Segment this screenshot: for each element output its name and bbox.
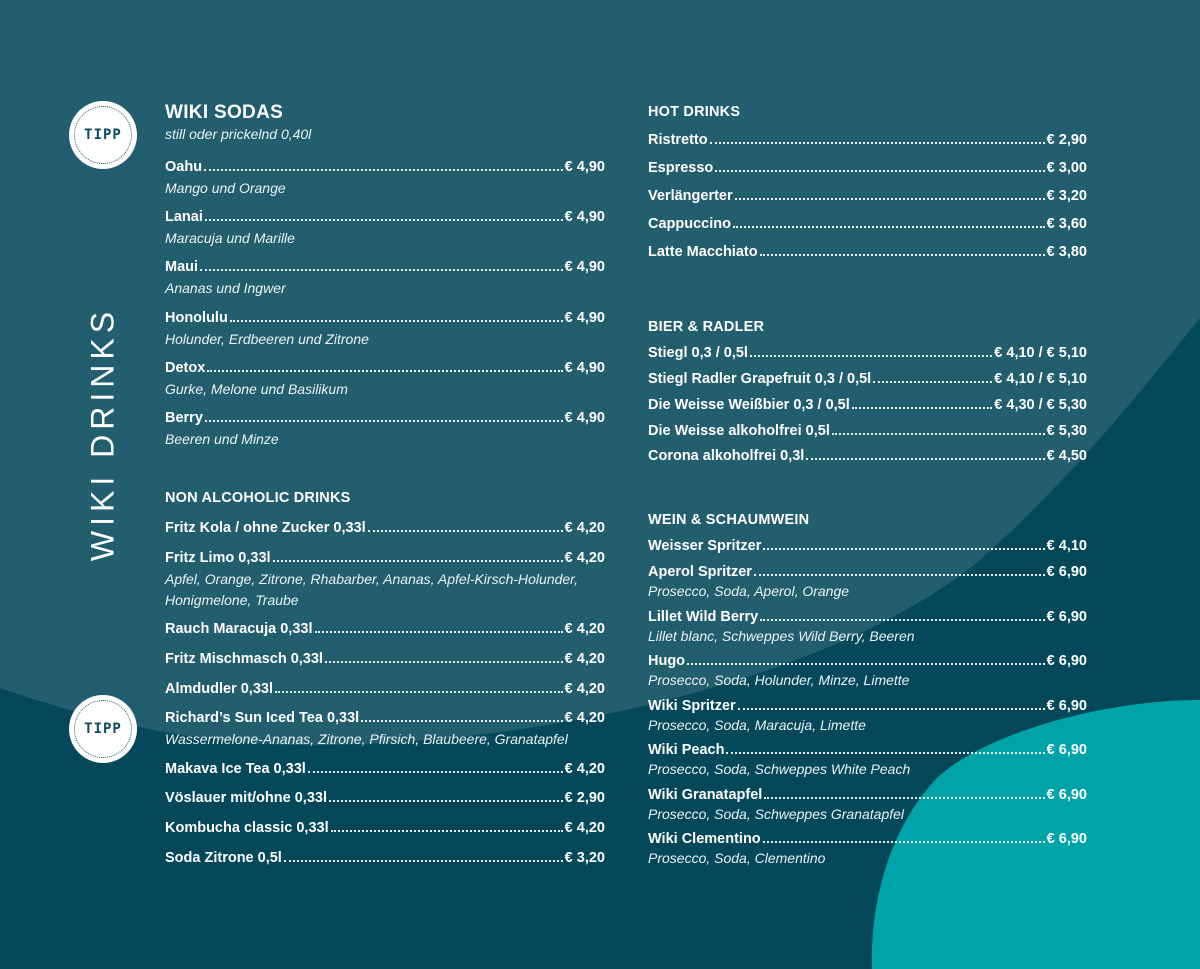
item-name: Fritz Mischmasch 0,33l <box>165 651 323 667</box>
item-price: € 6,90 <box>1046 787 1087 803</box>
menu-item <box>165 849 605 867</box>
item-name: Richard’s Sun Iced Tea 0,33l <box>165 710 360 726</box>
item-name: Berry <box>165 410 203 426</box>
item-name: Hugo <box>648 653 686 669</box>
tipp-badge-iced-tea <box>69 695 137 763</box>
item-price: € 3,20 <box>1046 188 1087 204</box>
menu-item <box>165 409 605 450</box>
item-name: Fritz Kola / ohne Zucker 0,33l <box>165 520 366 536</box>
item-description: Lillet blanc, Schweppes Wild Berry, Beeren <box>648 628 915 644</box>
item-price: € 4,20 <box>564 820 605 836</box>
item-price: € 6,90 <box>1046 653 1087 669</box>
leader-dots <box>735 198 1045 200</box>
item-price: € 4,10 / € 5,10 <box>994 345 1087 361</box>
leader-dots <box>331 830 563 832</box>
item-name: Vöslauer mit/ohne 0,33l <box>165 790 327 806</box>
menu-item <box>648 447 1087 465</box>
section-wiki-sodas <box>165 102 605 142</box>
item-description: Apfel, Orange, Zitrone, Rhabarber, Ananas, Apfel-Kirsch-Holunder, <box>165 571 578 587</box>
item-name: Wiki Clementino <box>648 831 761 847</box>
item-name: Wiki Peach <box>648 742 725 758</box>
item-price: € 4,90 <box>564 209 605 225</box>
item-name: Honolulu <box>165 310 228 326</box>
tipp-label: TIPP <box>84 721 122 737</box>
leader-dots <box>832 433 1045 435</box>
leader-dots <box>710 142 1045 144</box>
leader-dots <box>852 407 993 409</box>
leader-dots <box>763 841 1045 843</box>
item-price: € 6,90 <box>1046 742 1087 758</box>
menu-item <box>165 258 605 299</box>
item-description: Prosecco, Soda, Aperol, Orange <box>648 583 850 599</box>
item-name: Oahu <box>165 159 203 175</box>
item-description-line-2: Honigmelone, Traube <box>165 592 299 608</box>
menu-item <box>648 608 1087 647</box>
leader-dots <box>806 458 1044 460</box>
item-name: Maui <box>165 259 199 275</box>
item-price: € 2,90 <box>564 790 605 806</box>
menu-item <box>165 208 605 249</box>
leader-dots <box>687 663 1045 665</box>
menu-item <box>165 819 605 837</box>
item-name: Weisser Spritzer <box>648 538 762 554</box>
menu-item <box>648 422 1087 440</box>
menu-item <box>648 187 1087 205</box>
leader-dots <box>760 619 1044 621</box>
leader-dots <box>308 771 563 773</box>
menu-item <box>165 519 605 537</box>
item-name: Cappuccino <box>648 216 731 232</box>
menu-item <box>648 243 1087 261</box>
item-description: Prosecco, Soda, Schweppes Granatapfel <box>648 806 905 822</box>
item-price: € 4,10 / € 5,10 <box>994 371 1087 387</box>
item-name: Corona alkoholfrei 0,3l <box>648 448 805 464</box>
leader-dots <box>205 219 563 221</box>
menu-item <box>648 370 1087 388</box>
item-price: € 4,20 <box>564 651 605 667</box>
menu-item <box>648 215 1087 233</box>
leader-dots <box>361 720 562 722</box>
section-title-hot-drinks: HOT DRINKS <box>648 104 741 120</box>
item-price: € 4,10 <box>1046 538 1087 554</box>
item-price: € 3,80 <box>1046 244 1087 260</box>
menu-item <box>648 786 1087 825</box>
item-name: Ristretto <box>648 132 708 148</box>
item-name: Almdudler 0,33l <box>165 681 273 697</box>
leader-dots <box>738 708 1045 710</box>
item-price: € 4,20 <box>564 621 605 637</box>
item-name: Stiegl Radler Grapefruit 0,3 / 0,5l <box>648 371 872 387</box>
leader-dots <box>750 355 992 357</box>
item-price: € 4,90 <box>564 259 605 275</box>
leader-dots <box>284 860 563 862</box>
item-name: Espresso <box>648 160 714 176</box>
item-price: € 4,90 <box>564 159 605 175</box>
menu-item <box>165 549 605 611</box>
menu-item <box>165 760 605 778</box>
item-description: Prosecco, Soda, Schweppes White Peach <box>648 761 911 777</box>
leader-dots <box>230 320 563 322</box>
item-price: € 6,90 <box>1046 609 1087 625</box>
item-description: Prosecco, Soda, Maracuja, Limette <box>648 717 866 733</box>
item-name: Makava Ice Tea 0,33l <box>165 761 306 777</box>
item-name: Soda Zitrone 0,5l <box>165 850 282 866</box>
item-price: € 4,20 <box>564 520 605 536</box>
item-description: Beeren und Minze <box>165 431 279 447</box>
item-name: Rauch Maracuja 0,33l <box>165 621 313 637</box>
item-name: Die Weisse alkoholfrei 0,5l <box>648 423 830 439</box>
item-description: Holunder, Erdbeeren und Zitrone <box>165 331 369 347</box>
menu-item <box>165 789 605 807</box>
item-name: Lillet Wild Berry <box>648 609 759 625</box>
item-price: € 4,20 <box>564 681 605 697</box>
leader-dots <box>205 420 563 422</box>
section-title-wein: WEIN & SCHAUMWEIN <box>648 512 810 528</box>
tipp-label: TIPP <box>84 127 122 143</box>
tipp-badge-sodas <box>69 101 137 169</box>
menu-item <box>165 309 605 350</box>
leader-dots <box>763 548 1044 550</box>
item-name: Lanai <box>165 209 203 225</box>
leader-dots <box>315 631 563 633</box>
leader-dots <box>368 530 563 532</box>
menu-item <box>648 344 1087 362</box>
leader-dots <box>726 752 1044 754</box>
item-name: Aperol Spritzer <box>648 564 752 580</box>
item-price: € 4,90 <box>564 410 605 426</box>
item-description: Maracuja und Marille <box>165 230 295 246</box>
item-price: € 4,90 <box>564 310 605 326</box>
menu-item <box>165 709 605 750</box>
menu-item <box>648 396 1087 414</box>
item-price: € 4,50 <box>1046 448 1087 464</box>
leader-dots <box>754 574 1045 576</box>
menu-item <box>648 537 1087 555</box>
item-description: Ananas und Ingwer <box>165 280 286 296</box>
menu-item <box>648 741 1087 780</box>
menu-item <box>648 131 1087 149</box>
item-name: Latte Macchiato <box>648 244 758 260</box>
section-title-bier: BIER & RADLER <box>648 319 765 335</box>
item-price: € 5,30 <box>1046 423 1087 439</box>
section-subtitle: still oder prickelnd 0,40l <box>165 126 312 142</box>
menu-item <box>648 830 1087 869</box>
leader-dots <box>733 226 1045 228</box>
item-price: € 6,90 <box>1046 831 1087 847</box>
leader-dots <box>325 661 563 663</box>
item-name: Wiki Spritzer <box>648 698 736 714</box>
item-price: € 4,20 <box>564 550 605 566</box>
menu-item <box>165 158 605 199</box>
leader-dots <box>329 800 563 802</box>
leader-dots <box>207 370 562 372</box>
item-name: Stiegl 0,3 / 0,5l <box>648 345 748 361</box>
item-price: € 6,90 <box>1046 698 1087 714</box>
item-name: Verlängerter <box>648 188 733 204</box>
menu-item <box>165 650 605 668</box>
item-description: Prosecco, Soda, Holunder, Minze, Limette <box>648 672 910 688</box>
menu-item <box>165 680 605 698</box>
item-description: Mango und Orange <box>165 180 286 196</box>
item-price: € 6,90 <box>1046 564 1087 580</box>
item-name: Detox <box>165 360 206 376</box>
item-name: Die Weisse Weißbier 0,3 / 0,5l <box>648 397 850 413</box>
item-price: € 4,20 <box>564 710 605 726</box>
menu-item <box>648 159 1087 177</box>
vertical-title: WIKI DRINKS <box>84 306 121 562</box>
item-name: Kombucha classic 0,33l <box>165 820 329 836</box>
item-description: Wassermelone-Ananas, Zitrone, Pfirsich, Blaubeere, Granatapfel <box>165 731 568 747</box>
item-description: Gurke, Melone und Basilikum <box>165 381 348 397</box>
item-price: € 2,90 <box>1046 132 1087 148</box>
item-name: Wiki Granatapfel <box>648 787 763 803</box>
menu-item <box>648 652 1087 691</box>
menu-item <box>165 359 605 400</box>
item-name: Fritz Limo 0,33l <box>165 550 271 566</box>
menu-item <box>648 563 1087 602</box>
item-price: € 3,60 <box>1046 216 1087 232</box>
section-title: WIKI SODAS <box>165 102 284 123</box>
item-price: € 3,00 <box>1046 160 1087 176</box>
menu-item <box>165 620 605 638</box>
item-price: € 4,20 <box>564 761 605 777</box>
leader-dots <box>273 560 563 562</box>
item-price: € 4,90 <box>564 360 605 376</box>
leader-dots <box>764 797 1044 799</box>
leader-dots <box>200 269 563 271</box>
leader-dots <box>715 170 1044 172</box>
section-title-non-alcoholic: NON ALCOHOLIC DRINKS <box>165 490 351 506</box>
menu-item <box>648 697 1087 736</box>
item-price: € 4,30 / € 5,30 <box>994 397 1087 413</box>
leader-dots <box>275 691 563 693</box>
item-price: € 3,20 <box>564 850 605 866</box>
item-description: Prosecco, Soda, Clementino <box>648 850 826 866</box>
leader-dots <box>204 169 563 171</box>
leader-dots <box>873 381 992 383</box>
leader-dots <box>760 254 1045 256</box>
